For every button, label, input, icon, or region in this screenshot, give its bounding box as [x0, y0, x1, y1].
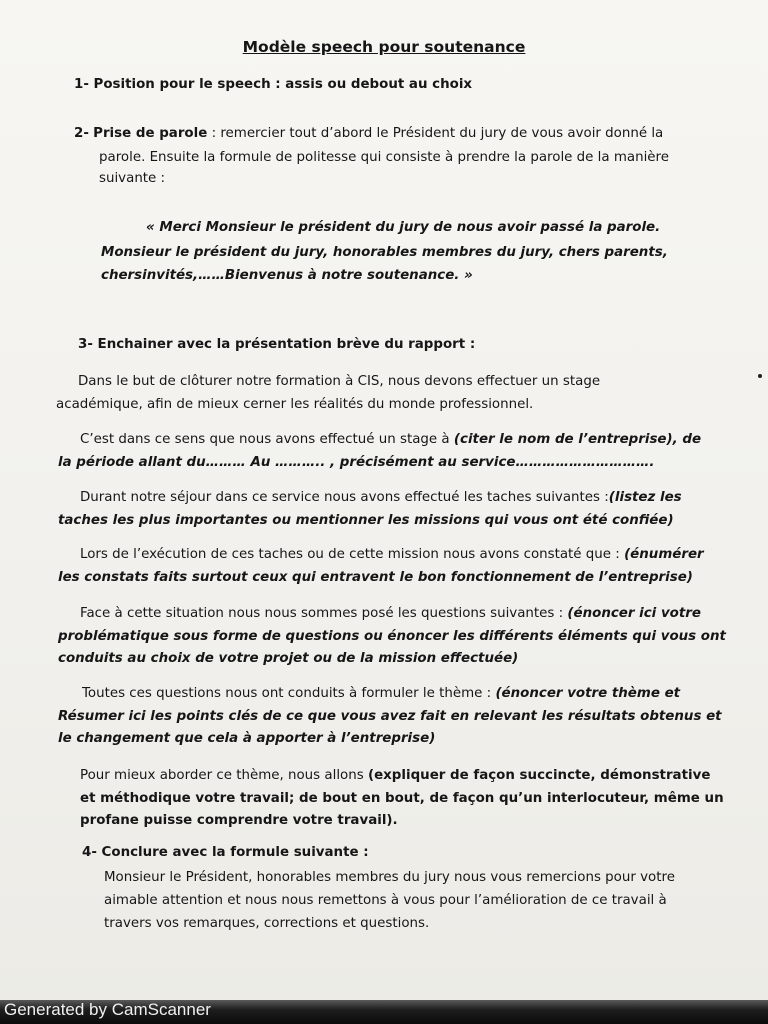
- para-5-instruction: (énoncer ici votre: [567, 606, 701, 621]
- para-5-line-1: [80, 602, 701, 625]
- para-1-line-1: Dans le but de clôturer notre formation à CIS, nous devons effectuer un stage: [78, 374, 601, 389]
- para-2-line-1: [80, 428, 701, 451]
- section-4-title: Conclure avec la formule suivante :: [101, 845, 369, 860]
- section-3-heading: [78, 333, 475, 356]
- para-7-line-1: [80, 764, 710, 787]
- section-1-number: 1-: [74, 77, 89, 92]
- para-7-instruction: (expliquer de façon succincte, démonstrative: [367, 768, 711, 783]
- section-2-line-3: suivante :: [99, 171, 166, 186]
- section-2-number: 2-: [74, 126, 89, 141]
- section-3-title: Enchainer avec la présentation brève du rapport :: [97, 337, 476, 352]
- section-4-number: 4-: [82, 845, 97, 860]
- section-1-text: Position pour le speech : assis ou debout au choix: [93, 77, 473, 92]
- para-3-line-1: [80, 486, 682, 509]
- para-6-line-3: le changement que cela à apporter à l’entreprise): [58, 731, 436, 746]
- section-4-line-2: aimable attention et nous nous remettons à vous pour l’amélioration de ce travail à: [104, 893, 667, 908]
- para-2-text: C’est dans ce sens que nous avons effectué un stage à: [80, 432, 454, 447]
- section-4-heading: [82, 841, 369, 864]
- section-2-text-1: : remercier tout d’abord le Président du jury de vous avoir donné la: [211, 126, 664, 141]
- section-3-number: 3-: [78, 337, 93, 352]
- para-7-text: Pour mieux aborder ce thème, nous allons: [80, 768, 368, 783]
- section-2-line-1: [74, 122, 663, 145]
- para-6-line-2: Résumer ici les points clés de ce que vous avez fait en relevant les résultats obtenus et: [58, 709, 722, 724]
- para-4-text: Lors de l’exécution de ces taches ou de cette mission nous avons constaté que :: [80, 547, 625, 562]
- document-title: Modèle speech pour soutenance: [242, 38, 526, 56]
- para-3-line-2: taches les plus importantes ou mentionner les missions qui vous ont été confiée): [58, 513, 674, 528]
- para-1-line-2: académique, afin de mieux cerner les réalités du monde professionnel.: [56, 397, 534, 412]
- para-4-instruction: (énumérer: [624, 547, 704, 562]
- para-7-line-2: et méthodique votre travail; de bout en bout, de façon qu’un interlocuteur, même un: [80, 791, 724, 806]
- section-2-line-2: parole. Ensuite la formule de politesse qui consiste à prendre la parole de la manière: [99, 150, 669, 165]
- section-2-label: Prise de parole: [93, 126, 208, 141]
- para-4-line-2: les constats faits surtout ceux qui entravent le bon fonctionnement de l’entreprise): [58, 570, 693, 585]
- quote-line-2: Monsieur le président du jury, honorables membres du jury, chers parents,: [101, 245, 668, 260]
- para-5-line-2: problématique sous forme de questions ou énoncer les différents éléments qui vous ont: [58, 629, 726, 644]
- scanner-watermark: Generated by CamScanner: [4, 1000, 211, 1019]
- section-1: [74, 73, 472, 96]
- para-4-line-1: [80, 543, 704, 566]
- para-2-line-2: la période allant du……… Au ……….. , précisément au service………………………….: [58, 455, 655, 470]
- para-2-instruction: (citer le nom de l’entreprise), de: [453, 432, 702, 447]
- para-6-text: Toutes ces questions nous ont conduits à formuler le thème :: [82, 686, 496, 701]
- section-4-line-1: Monsieur le Président, honorables membres du jury nous vous remercions pour votre: [104, 870, 675, 885]
- para-7-line-3: profane puisse comprendre votre travail).: [80, 813, 398, 828]
- quote-line-3: chersinvités,……Bienvenus à notre soutenance. »: [101, 268, 473, 283]
- quote-line-1: « Merci Monsieur le président du jury de nous avoir passé la parole.: [146, 220, 661, 235]
- para-3-instruction: (listez les: [608, 490, 682, 505]
- para-6-line-1: [82, 682, 680, 705]
- ink-speck: [758, 374, 762, 378]
- para-3-text: Durant notre séjour dans ce service nous avons effectué les taches suivantes :: [80, 490, 609, 505]
- para-5-line-3: conduits au choix de votre projet ou de la mission effectuée): [58, 651, 519, 666]
- para-5-text: Face à cette situation nous nous sommes posé les questions suivantes :: [80, 606, 568, 621]
- section-4-line-3: travers vos remarques, corrections et questions.: [104, 916, 430, 931]
- para-6-instruction: (énoncer votre thème et: [495, 686, 681, 701]
